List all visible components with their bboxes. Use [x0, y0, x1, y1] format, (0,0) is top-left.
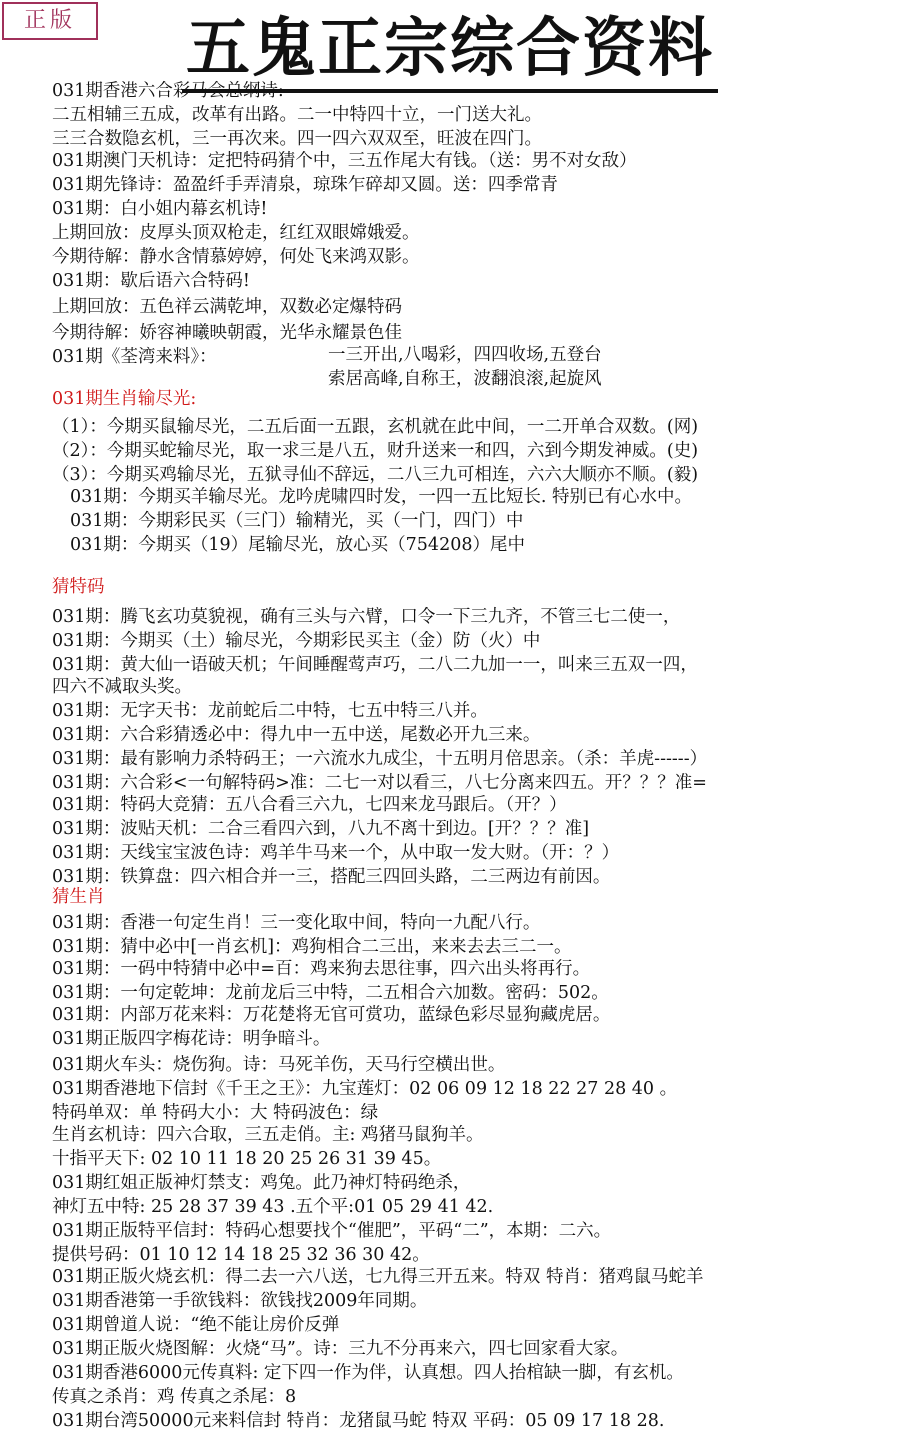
- text-line: 四六不减取头奖。: [52, 677, 192, 697]
- page-title-text: 五鬼正宗综合资料: [182, 9, 718, 93]
- text-line: 031期：特码大竞猜：五八合看三六九，七四来龙马跟后。（开？）: [52, 795, 567, 815]
- text-line: 031期：今期买（土）输尽光，今期彩民买主（金）防（火）中: [52, 631, 541, 651]
- text-line: 031期正版火烧图解：火烧“马”。诗：三九不分再来六，四七回家看大家。: [52, 1339, 629, 1359]
- text-line: 031期香港地下信封《千王之王》：九宝莲灯：02 06 09 12 18 22 27 28 40 。: [52, 1079, 678, 1099]
- text-line: 031期台湾50000元来料信封 特肖：龙猪鼠马蛇 特双 平码：05 09 17 18 28.: [52, 1411, 665, 1431]
- text-line: 传真之杀肖：鸡 传真之杀尾：8: [52, 1387, 297, 1407]
- text-line: 031期香港第一手欲钱料：欲钱找2009年同期。: [52, 1291, 428, 1311]
- text-line: 031期：今期买（19）尾输尽光，放心买（754208）尾中: [70, 535, 525, 555]
- text-line: 三三合数隐玄机，三一再次来。四一四六双双至，旺波在四门。: [52, 129, 542, 149]
- text-line: 031期：黄大仙一语破天机；午间睡醒莺声巧，二八二九加一一，叫来三五双一四，: [52, 655, 698, 675]
- text-line: 031期：腾飞玄功莫貌视，确有三头与六臂，口令一下三九齐，不管三七二使一，: [52, 607, 681, 627]
- text-line: 031期：天线宝宝波色诗：鸡羊牛马来一个，从中取一发大财。（开：？）: [52, 843, 620, 863]
- text-line: 今期待解：静水含情慕婷婷，何处飞来鸿双影。: [52, 247, 420, 267]
- text-line: 031期火车头：烧伤狗。诗：马死羊伤，天马行空横出世。: [52, 1055, 506, 1075]
- text-line: 031期正版特平信封：特码心想要找个“催肥”，平码“二”，本期：二六。: [52, 1221, 612, 1241]
- text-line: 提供号码：01 10 12 14 18 25 32 36 30 42。: [52, 1245, 430, 1265]
- text-line: 031期：一码中特猜中必中=百：鸡来狗去思往事，四六出头将再行。: [52, 959, 591, 979]
- text-line: 生肖玄机诗：四六合取，三五走俏。主: 鸡猪马鼠狗羊。: [52, 1125, 484, 1145]
- text-line: （1）：今期买鼠输尽光，二五后面一五跟，玄机就在此中间，一二开单合双数。(网): [52, 417, 699, 437]
- text-line: 031期先锋诗：盈盈纤手弄清泉，琼珠乍碎却又圆。送：四季常青: [52, 175, 558, 195]
- text-line: 031期：今期彩民买（三门）输精光，买（一门，四门）中: [70, 511, 524, 531]
- text-line: 031期香港六合彩马会总纲诗:: [52, 81, 284, 101]
- text-line: 031期：内部万花来料：万花楚将无官可赏功，蓝绿色彩尽显狗藏虎居。: [52, 1005, 611, 1025]
- text-line: 031期：一句定乾坤：龙前龙后三中特，二五相合六加数。密码：502。: [52, 983, 609, 1003]
- text-line: 031期香港6000元传真料: 定下四一作为伴，认真想。四人抬棺缺一脚，有玄机。: [52, 1363, 684, 1383]
- text-line: 031期：今期买羊输尽光。龙吟虎啸四时发，一四一五比短长. 特别已有心水中。: [70, 487, 693, 507]
- text-line: 索居高峰,自称王，波翻浪滚,起旋风: [328, 369, 602, 389]
- text-line: 031期：香港一句定生肖！三一变化取中间，特向一九配八行。: [52, 913, 541, 933]
- text-line: 031期：六合彩猜透必中：得九中一五中送，尾数必开九三来。: [52, 725, 541, 745]
- text-line: 031期曾道人说：“绝不能让房价反弹: [52, 1315, 340, 1335]
- section-heading: 031期生肖输尽光:: [52, 389, 197, 409]
- text-line: 031期：歇后语六合特码!: [52, 271, 250, 291]
- text-line: 二五相辅三五成，改革有出路。二一中特四十立，一门送大礼。: [52, 105, 542, 125]
- text-line: 今期待解：娇容神曦映朝霞，光华永耀景色佳: [52, 323, 402, 343]
- text-line: 031期红姐正版神灯禁支：鸡兔。此乃神灯特码绝杀，: [52, 1173, 471, 1193]
- text-line: 上期回放：皮厚头顶双枪走，红红双眼嫦娥爱。: [52, 223, 420, 243]
- text-line: 031期：铁算盘：四六相合并一三，搭配三四回头路，二三两边有前因。: [52, 867, 611, 887]
- text-line: 031期澳门天机诗：定把特码猜个中，三五作尾大有钱。（送：男不对女敌）: [52, 151, 637, 171]
- text-line: 031期：猜中必中[一肖玄机]：鸡狗相合二三出，来来去去三二一。: [52, 937, 572, 957]
- text-line: 031期：六合彩<一句解特码>准：二七一对以看三，八七分离来四五。开？？？准=: [52, 773, 707, 793]
- text-line: （2）：今期买蛇输尽光，取一求三是八五，财升送来一和四，六到今期发神威。(史): [52, 441, 699, 461]
- section-heading: 猜生肖: [52, 887, 105, 907]
- text-line: 031期：波贴天机：二合三看四六到，八九不离十到边。[开？？？准]: [52, 819, 590, 839]
- text-line: 上期回放：五色祥云满乾坤，双数必定爆特码: [52, 297, 402, 317]
- text-line: 031期：白小姐内幕玄机诗!: [52, 199, 268, 219]
- text-line: 特码单双：单 特码大小：大 特码波色：绿: [52, 1103, 379, 1123]
- text-line: 十指平天下: 02 10 11 18 20 25 26 31 39 45。: [52, 1149, 442, 1169]
- text-line: 031期：无字天书：龙前蛇后二中特，七五中特三八并。: [52, 701, 488, 721]
- text-line: 031期正版四字梅花诗：明争暗斗。: [52, 1029, 331, 1049]
- text-line: 031期：最有影响力杀特码王；一六流水九成尘，十五明月倍思亲。（杀：羊虎------）: [52, 749, 708, 769]
- text-line: 一三开出,八喝彩，四四收场,五登台: [328, 345, 602, 365]
- text-line: 031期《荃湾来料》：: [52, 347, 217, 367]
- text-line: 031期正版火烧玄机：得二去一六八送，七九得三开五来。特双 特肖：猪鸡鼠马蛇羊: [52, 1267, 704, 1287]
- text-line: 神灯五中特: 25 28 37 39 43 .五个平:01 05 29 41 42.: [52, 1197, 494, 1217]
- text-line: （3）：今期买鸡输尽光，五狱寻仙不辞远，二八三九可相连，六六大顺亦不顺。(毅): [52, 465, 699, 485]
- section-heading: 猜特码: [52, 577, 105, 597]
- genuine-badge: 正版: [2, 2, 98, 40]
